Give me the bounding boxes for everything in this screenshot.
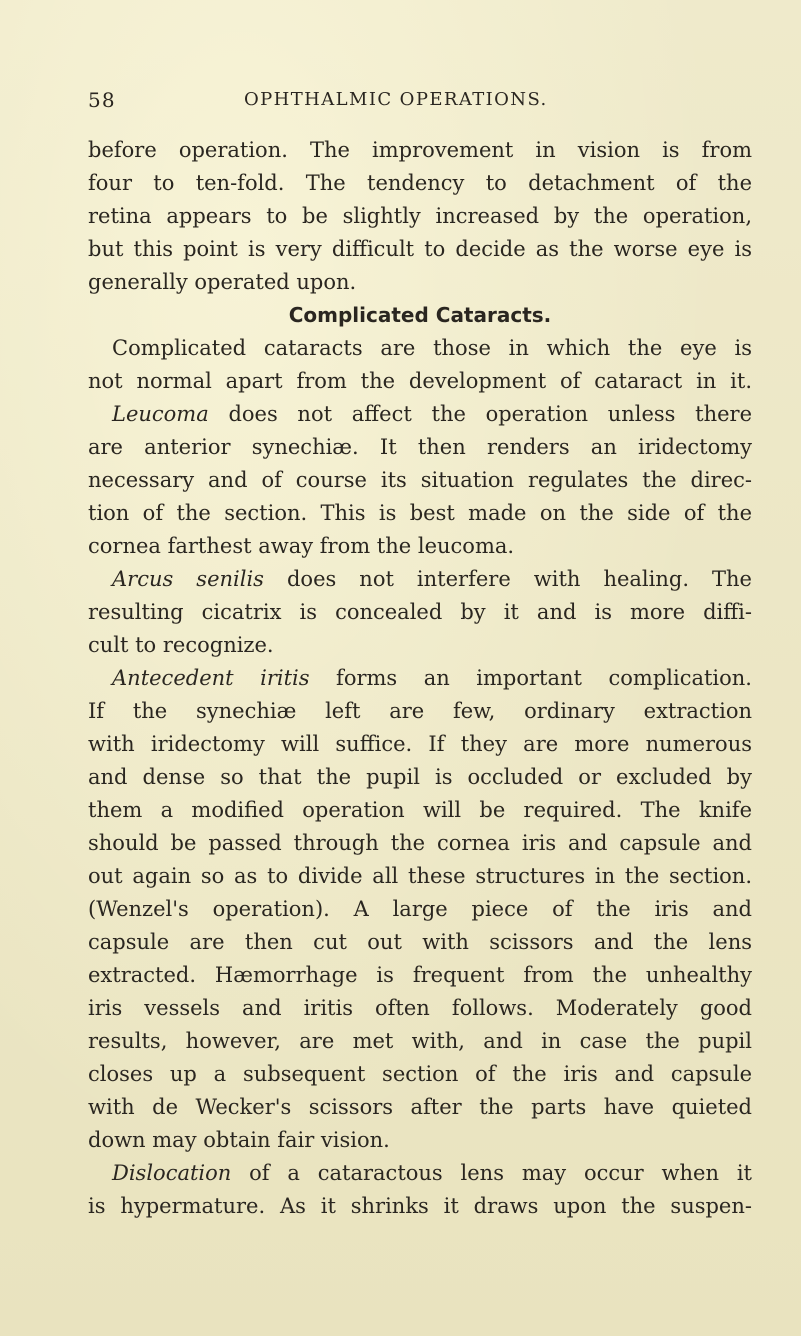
text-line: cult to recognize.	[88, 633, 274, 657]
text-line	[88, 563, 752, 596]
text-line: (Wenzel's operation). A large piece of the iris and	[88, 897, 752, 921]
text-line: out again so as to divide all these structures in the section.	[88, 864, 752, 888]
text-line: iris vessels and iritis often follows. Moderately good	[88, 996, 752, 1020]
text-line: should be passed through the cornea iris and capsule and	[88, 831, 752, 855]
text-line: them a modified operation will be required. The knife	[88, 798, 752, 822]
text-line: with de Wecker's scissors after the parts have quieted	[88, 1095, 752, 1119]
page-number: 58	[88, 88, 116, 112]
text-line: Complicated cataracts are those in which the eye is	[112, 336, 752, 360]
text-line: but this point is very difficult to decide as the worse eye is	[88, 237, 752, 261]
text-run: does not interfere with healing. The	[263, 567, 752, 591]
text-line: If the synechiæ left are few, ordinary extraction	[88, 699, 752, 723]
text-run: does not affect the operation unless there	[208, 402, 752, 426]
italic-term: Arcus senilis	[112, 567, 264, 591]
text-line	[88, 662, 752, 695]
body-text	[88, 134, 752, 1223]
italic-term: Antecedent iritis	[112, 666, 310, 690]
text-line: four to ten-fold. The tendency to detachment of the	[88, 171, 752, 195]
text-line: not normal apart from the development of cataract in it.	[88, 369, 752, 393]
text-line: necessary and of course its situation regulates the direc-	[88, 468, 752, 492]
text-line: tion of the section. This is best made on the side of the	[88, 501, 752, 525]
text-line: before operation. The improvement in vision is from	[88, 138, 752, 162]
text-line	[88, 398, 752, 431]
text-line: and dense so that the pupil is occluded or excluded by	[88, 765, 752, 789]
text-line: with iridectomy will suffice. If they are more numerous	[88, 732, 752, 756]
section-heading: Complicated Cataracts.	[288, 303, 552, 327]
text-line: closes up a subsequent section of the iris and capsule	[88, 1062, 752, 1086]
text-line	[88, 1157, 752, 1190]
text-line: capsule are then cut out with scissors and the lens	[88, 930, 752, 954]
text-line: extracted. Hæmorrhage is frequent from the unhealthy	[88, 963, 752, 987]
text-line: down may obtain fair vision.	[88, 1128, 390, 1152]
text-line: cornea farthest away from the leucoma.	[88, 534, 515, 558]
page-header	[88, 88, 748, 118]
text-line: are anterior synechiæ. It then renders an iridectomy	[88, 435, 752, 459]
text-run: forms an important complication.	[309, 666, 752, 690]
text-run: of a cataractous lens may occur when it	[231, 1161, 752, 1185]
italic-term: Dislocation	[112, 1161, 232, 1185]
text-line: generally operated upon.	[88, 270, 357, 294]
text-line: resulting cicatrix is concealed by it and is more diffi-	[88, 600, 752, 624]
text-line: results, however, are met with, and in case the pupil	[88, 1029, 752, 1053]
italic-term: Leucoma	[112, 402, 209, 426]
text-line: is hypermature. As it shrinks it draws upon the suspen-	[88, 1194, 752, 1218]
text-line: retina appears to be slightly increased by the operation,	[88, 204, 752, 228]
running-head: OPHTHALMIC OPERATIONS.	[244, 89, 548, 110]
